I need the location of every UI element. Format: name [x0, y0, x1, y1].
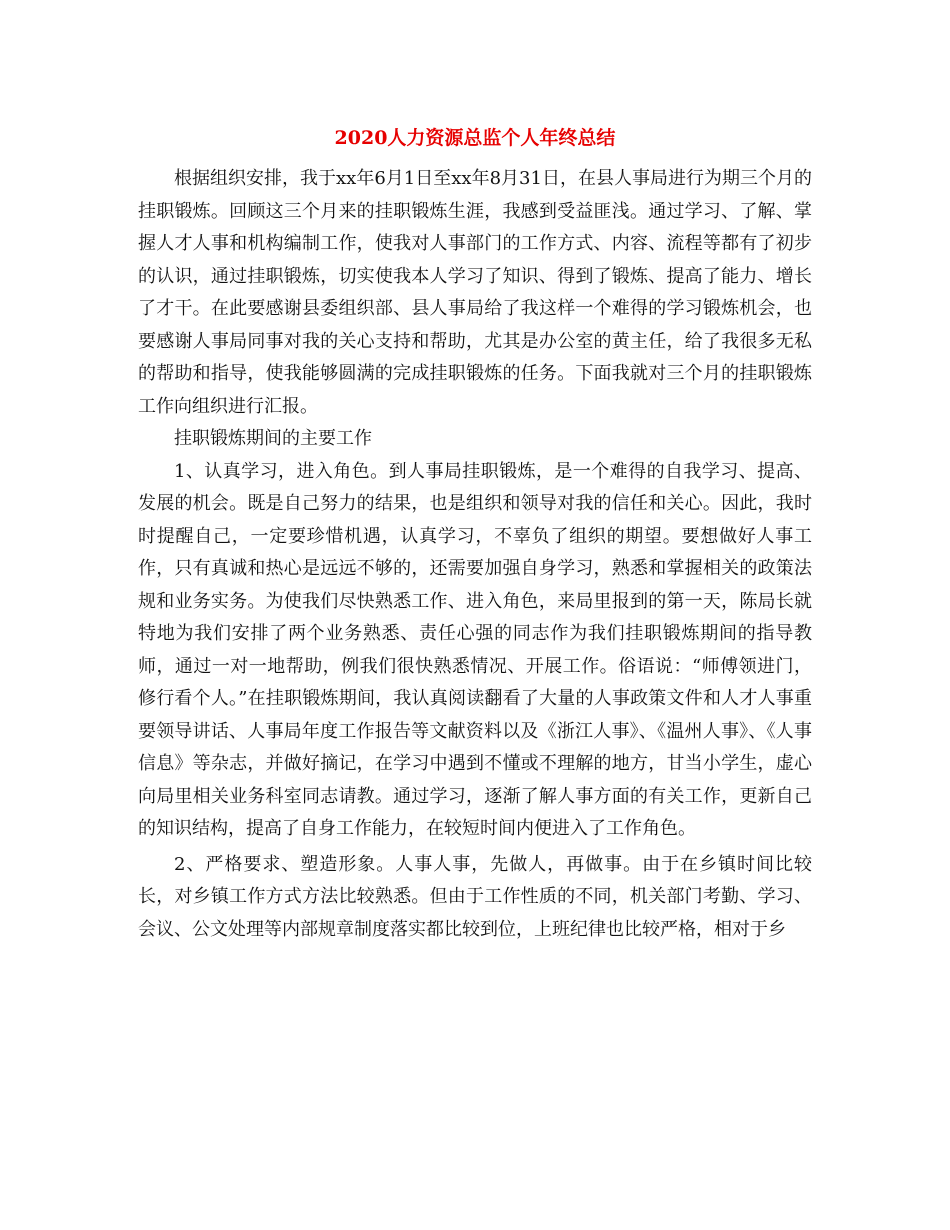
paragraph-item-2: 2、严格要求、塑造形象。人事人事，先做人，再做事。由于在乡镇时间比较长，对乡镇工作方式方法比较熟悉。但由于工作性质的不同，机关部门考勤、学习、会议、公文处理等内部规章制度落实都比较到位，上班纪律也比较严格，相对于乡 — [138, 853, 812, 940]
paragraph-item-1: 1、认真学习，进入角色。到人事局挂职锻炼，是一个难得的自我学习、提高、发展的机会。既是自己努力的结果，也是组织和领导对我的信任和关心。因此，我时时提醒自己，一定要珍惜机遇，认真学习，不辜负了组织的期望。要想做好人事工作，只有真诚和热心是远远不够的，还需要加强自身学习，熟悉和掌握相关的政策法规和业务实务。为使我们尽快熟悉工作、进入角色，来局里报到的第一天，陈局长就特地为我们安排了两个业务熟悉、责任心强的同志作为我们挂职锻炼期间的指导教师，通过一对一地帮助，例我们很快熟悉情况、开展工作。俗语说：“师傅领进门，修行看个人。”在挂职锻炼期间，我认真阅读翻看了大量的人事政策文件和人才人事重要领导讲话、人事局年度工作报告等文献资料以及《浙江人事》、《温州人事》、《人事信息》等杂志，并做好摘记，在学习中遇到不懂或不理解的地方，甘当小学生，虚心向局里相关业务科室同志请教。通过学习，逐渐了解人事方面的有关工作，更新自己的知识结构，提高了自身工作能力，在较短时间内便进入了工作角色。 — [138, 460, 812, 839]
paragraph-intro: 根据组织安排，我于xx年6月1日至xx年8月31日，在县人事局进行为期三个月的挂职锻炼。回顾这三个月来的挂职锻炼生涯，我感到受益匪浅。通过学习、了解、掌握人才人事和机构编制工作，使我对人事部门的工作方式、内容、流程等都有了初步的认识，通过挂职锻炼，切实使我本人学习了知识、得到了锻炼、提高了能力、增长了才干。在此要感谢县委组织部、县人事局给了我这样一个难得的学习锻炼机会，也要感谢人事局同事对我的关心支持和帮助，尤其是办公室的黄主任，给了我很多无私的帮助和指导，使我能够圆满的完成挂职锻炼的任务。下面我就对三个月的挂职锻炼工作向组织进行汇报。 — [138, 168, 812, 417]
section-heading: 挂职锻炼期间的主要工作 — [174, 428, 372, 449]
document-title: 2020人力资源总监个人年终总结 — [334, 127, 616, 149]
document-body — [138, 163, 812, 946]
